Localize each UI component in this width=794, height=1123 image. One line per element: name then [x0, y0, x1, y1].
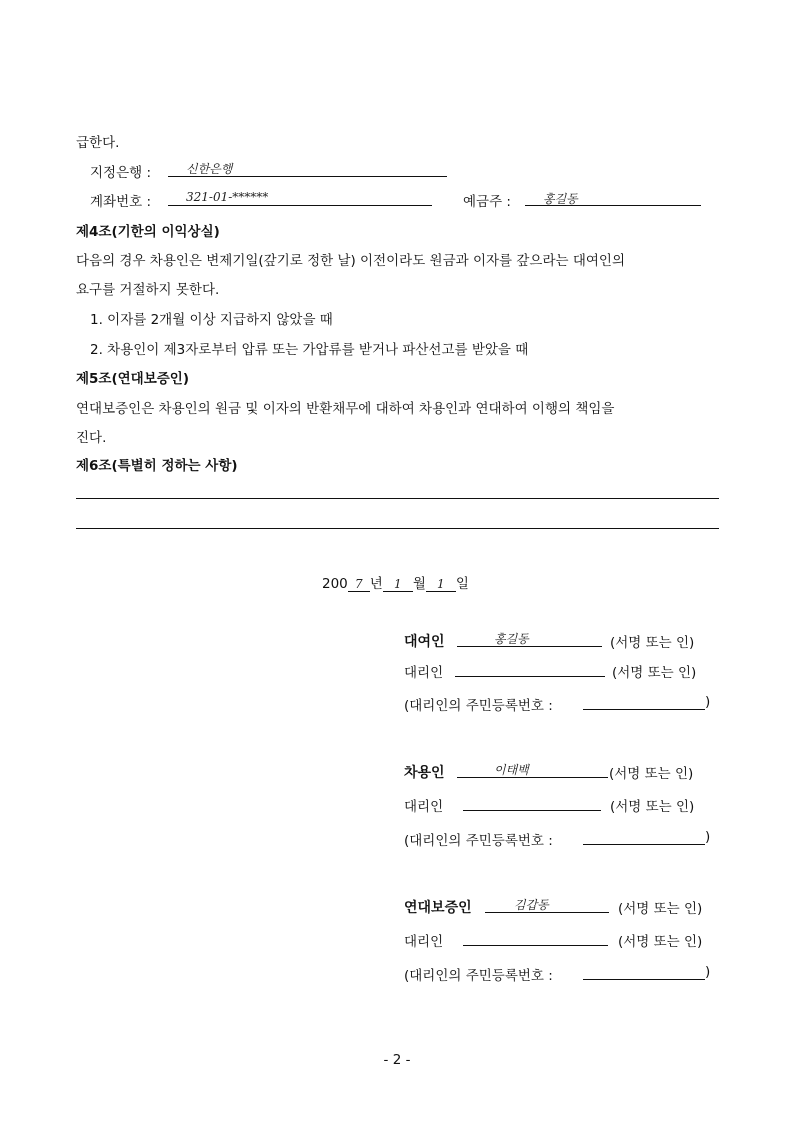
date-prefix: 200 [322, 576, 348, 592]
lender-proxy-id-field [583, 691, 705, 710]
borrower-proxy-label: 대리인 [404, 799, 444, 815]
guarantor-name: 김갑동 [514, 898, 549, 912]
article5-body-line2: 진다. [76, 430, 107, 446]
borrower-proxy-id-close: ) [705, 829, 711, 845]
borrower-sign-suffix: (서명 또는 인) [609, 766, 694, 782]
blank-line-2 [76, 528, 719, 529]
date-month-label: 월 [412, 576, 426, 592]
lender-proxy-id-close: ) [705, 694, 711, 710]
borrower-name-field [457, 759, 608, 778]
borrower-proxy-id-field [583, 826, 705, 845]
lender-proxy-id-label: (대리인의 주민등록번호 : [404, 698, 553, 714]
lender-sign-suffix: (서명 또는 인) [610, 635, 695, 651]
date-year-label: 년 [369, 576, 383, 592]
bank-label: 지정은행 : [90, 165, 152, 181]
date-day: 1 [426, 577, 456, 592]
account-value: 321-01-****** [186, 190, 269, 204]
article5-title: 제5조(연대보증인) [76, 371, 190, 387]
article4-item1: 1. 이자를 2개월 이상 지급하지 않았을 때 [90, 312, 333, 328]
date-day-label: 일 [455, 576, 469, 592]
date-year-digit: 7 [348, 577, 370, 592]
lender-name: 홍길동 [494, 632, 529, 646]
article4-body-line2: 요구를 거절하지 못한다. [76, 282, 220, 298]
borrower-name: 이태백 [494, 763, 529, 777]
borrower-label: 차용인 [404, 765, 445, 781]
article4-item2: 2. 차용인이 제3자로부터 압류 또는 가압류를 받거나 파산선고를 받았을 때 [90, 342, 529, 358]
account-holder-value: 홍길동 [543, 192, 578, 206]
article4-title: 제4조(기한의 이익상실) [76, 224, 220, 240]
lender-proxy-field [455, 658, 605, 677]
borrower-proxy-field [463, 792, 601, 811]
guarantor-proxy-label: 대리인 [404, 934, 444, 950]
date-month: 1 [383, 577, 413, 592]
guarantor-proxy-id-field [583, 961, 705, 980]
guarantor-sign-suffix: (서명 또는 인) [618, 901, 703, 917]
lender-label: 대여인 [404, 634, 445, 650]
blank-line-1 [76, 498, 719, 499]
article5-body-line1: 연대보증인은 차용인의 원금 및 이자의 반환채무에 대하여 차용인과 연대하여 이행의 책임을 [76, 401, 615, 417]
article6-title: 제6조(특별히 정하는 사항) [76, 458, 238, 474]
lender-proxy-label: 대리인 [404, 665, 444, 681]
borrower-proxy-sign-suffix: (서명 또는 인) [610, 799, 695, 815]
article4-body-line1: 다음의 경우 차용인은 변제기일(갚기로 정한 날) 이전이라도 원금과 이자를 갚으라는 대여인의 [76, 253, 626, 269]
guarantor-proxy-field [463, 927, 608, 946]
borrower-proxy-id-label: (대리인의 주민등록번호 : [404, 833, 553, 849]
lender-name-field [457, 628, 602, 647]
continuation-text: 급한다. [76, 135, 120, 151]
account-holder-label: 예금주 : [463, 194, 511, 210]
guarantor-label: 연대보증인 [404, 900, 472, 916]
guarantor-proxy-id-label: (대리인의 주민등록번호 : [404, 968, 553, 984]
lender-proxy-sign-suffix: (서명 또는 인) [612, 665, 697, 681]
account-label: 계좌번호 : [90, 194, 152, 210]
bank-value: 신한은행 [186, 162, 233, 176]
page-number: - 2 - [383, 1052, 411, 1068]
guarantor-proxy-id-close: ) [705, 964, 711, 980]
guarantor-proxy-sign-suffix: (서명 또는 인) [618, 934, 703, 950]
date-line [322, 572, 469, 592]
